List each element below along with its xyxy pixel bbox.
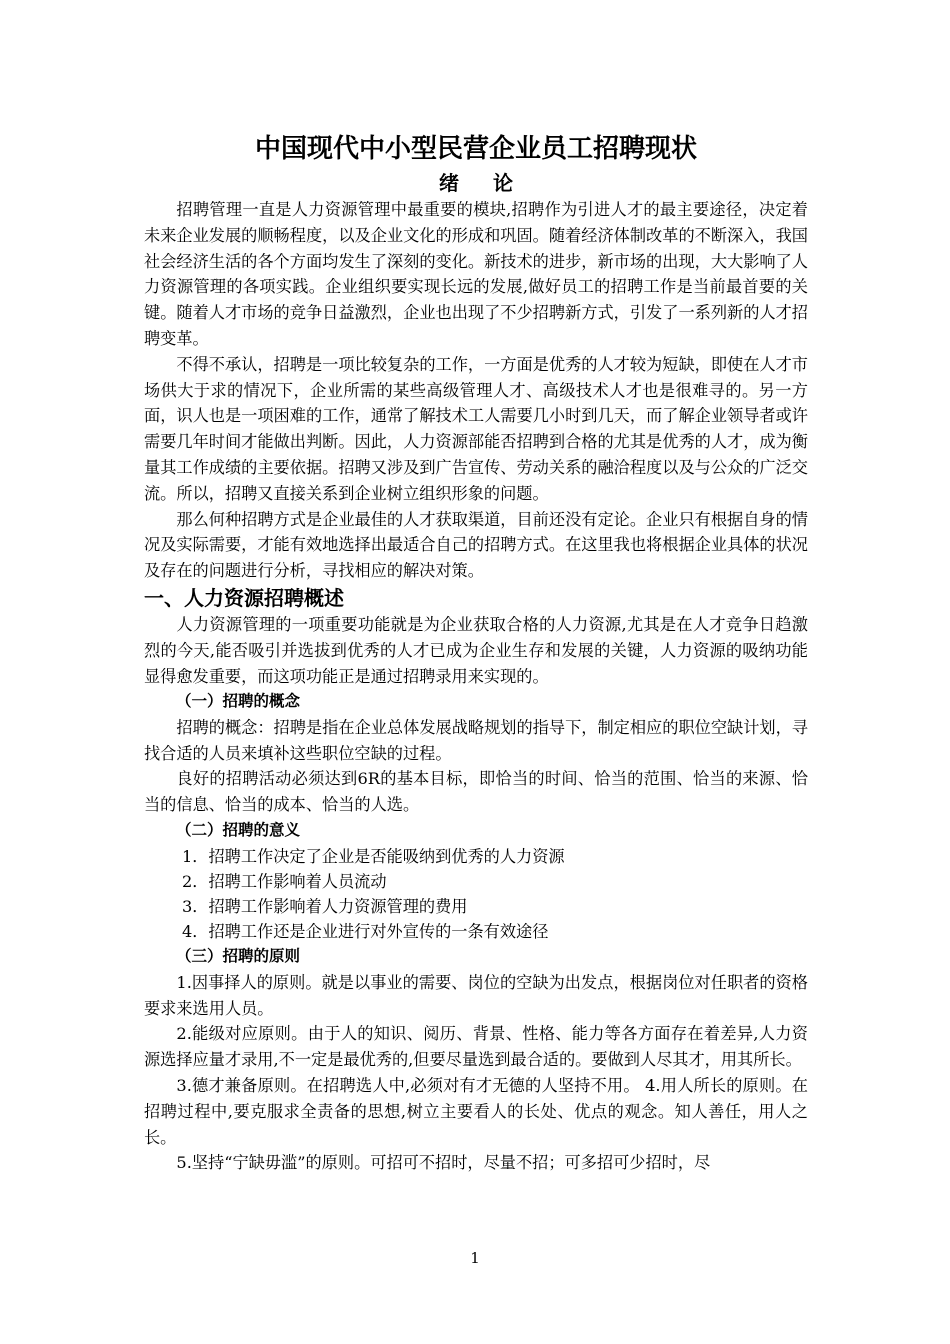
document-title: 中国现代中小型民营企业员工招聘现状	[254, 134, 697, 164]
intro-heading: 绪论	[439, 171, 547, 195]
intro-paragraph-1: 招聘管理一直是人力资源管理中最重要的模块,招聘作为引进人才的最主要途径，决定着未来企业发展的顺畅程度，以及企业文化的形成和巩固。随着经济体制改革的不断深入，我国社会经济生活的各个方面均发生了深刻的变化。新技术的进步，新市场的出现，大大影响了人力资源管理的各项实践。企业组织要实现长远的发展,做好员工的招聘工作是当前最首要的关键。随着人才市场的竞争日益激烈，企业也出现了不少招聘新方式，引发了一系列新的人才招聘变革。	[144, 200, 808, 348]
significance-item-4: 4．招聘工作还是企业进行对外宣传的一条有效途径	[182, 922, 549, 942]
document-body	[144, 131, 808, 1176]
page-number: 1	[470, 1249, 480, 1267]
section-1-paragraph: 人力资源管理的一项重要功能就是为企业获取合格的人力资源,尤其是在人才竞争日趋激烈的今天,能否吸引并选拔到优秀的人才已成为企业生存和发展的关键，人力资源的吸纳功能显得愈发重要，而这项功能正是通过招聘录用来实现的。	[144, 614, 808, 686]
concept-paragraph-1: 招聘的概念：招聘是指在企业总体发展战略规划的指导下，制定相应的职位空缺计划，寻找合适的人员来填补这些职位空缺的过程。	[144, 717, 808, 763]
significance-item-1: 1．招聘工作决定了企业是否能吸纳到优秀的人力资源	[182, 846, 565, 866]
significance-item-3: 3．招聘工作影响着人力资源管理的费用	[182, 896, 468, 916]
intro-paragraph-2: 不得不承认，招聘是一项比较复杂的工作，一方面是优秀的人才较为短缺，即使在人才市场供大于求的情况下，企业所需的某些高级管理人才、高级技术人才也是很难寻的。另一方面，识人也是一项困难的工作，通常了解技术工人需要几小时到几天，而了解企业领导者或许需要几年时间才能做出判断。因此，人力资源部能否招聘到合格的尤其是优秀的人才，成为衡量其工作成绩的主要依据。招聘又涉及到广告宣传、劳动关系的融洽程度以及与公众的广泛交流。所以，招聘又直接关系到企业树立组织形象的问题。	[144, 354, 808, 503]
principle-paragraph-1: 1.因事择人的原则。就是以事业的需要、岗位的空缺为出发点，根据岗位对任职者的资格要求来选用人员。	[144, 972, 808, 1018]
subsection-principles-heading: （三）招聘的原则	[176, 947, 301, 966]
intro-paragraph-3: 那么何种招聘方式是企业最佳的人才获取渠道，目前还没有定论。企业只有根据自身的情况及实际需要，才能有效地选择出最适合自己的招聘方式。在这里我也将根据企业具体的状况及存在的问题进行分析，寻找相应的解决对策。	[144, 509, 808, 581]
subsection-significance-heading: （二）招聘的意义	[176, 821, 301, 840]
principle-paragraph-3: 3.德才兼备原则。在招聘选人中,必须对有才无德的人坚持不用。 4.用人所长的原则。在招聘过程中,要克服求全责备的思想,树立主要看人的长处、优点的观念。知人善任，用人之长。	[144, 1076, 808, 1147]
subsection-concept-heading: （一）招聘的概念	[176, 692, 301, 711]
section-1-heading: 一、人力资源招聘概述	[144, 585, 344, 610]
significance-item-2: 2．招聘工作影响着人员流动	[182, 871, 387, 891]
principle-paragraph-2: 2.能级对应原则。由于人的知识、阅历、背景、性格、能力等各方面存在着差异,人力资源选择应量才录用,不一定是最优秀的,但要尽量选到最合适的。要做到人尽其才，用其所长。	[144, 1024, 808, 1070]
principle-paragraph-4: 5.坚持“宁缺毋滥”的原则。可招可不招时，尽量不招；可多招可少招时，尽	[176, 1153, 711, 1173]
concept-paragraph-2: 良好的招聘活动必须达到6R的基本目标，即恰当的时间、恰当的范围、恰当的来源、恰当的信息、恰当的成本、恰当的人选。	[144, 769, 808, 815]
